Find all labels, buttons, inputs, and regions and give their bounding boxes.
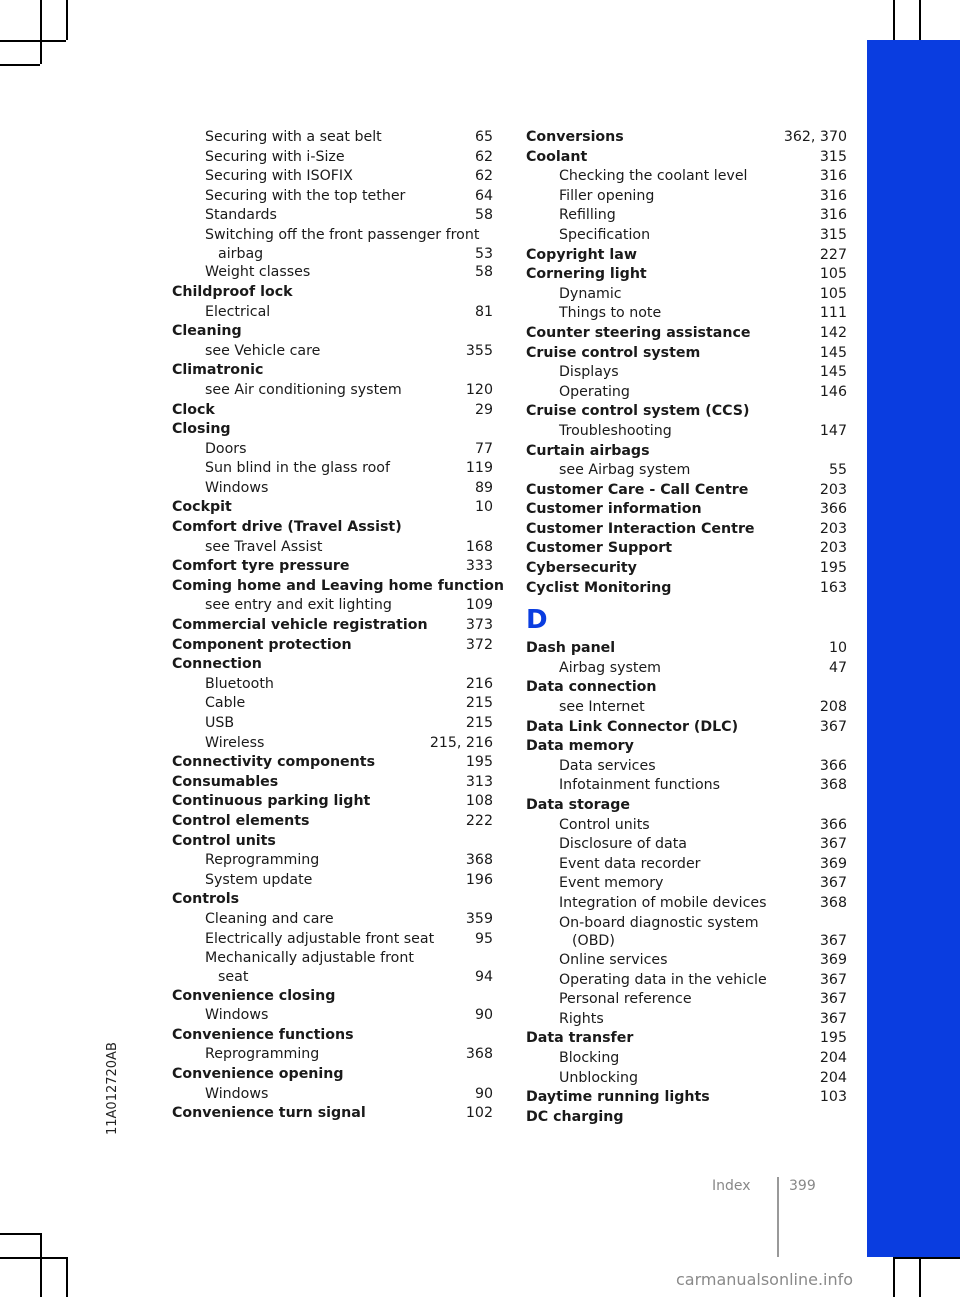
entry-page-ref[interactable]: 367 [819, 875, 847, 892]
index-subentry [172, 479, 493, 499]
entry-page-ref[interactable]: 367 [819, 991, 847, 1008]
index-subentry [526, 1049, 847, 1069]
index-entry [526, 678, 847, 698]
crop-mark [0, 40, 66, 42]
index-entry [172, 655, 493, 675]
entry-page-ref[interactable]: 105 [819, 285, 847, 302]
entry-page-ref[interactable]: 215, 216 [429, 734, 493, 751]
entry-page-ref[interactable]: 163 [819, 579, 847, 596]
entry-page-ref[interactable]: 208 [819, 699, 847, 716]
entry-term: Online services [559, 951, 668, 968]
entry-term: Comfort tyre pressure [172, 558, 350, 575]
entry-term: Control elements [172, 812, 310, 829]
index-entry [172, 498, 493, 518]
entry-term: Connection [172, 656, 262, 673]
entry-term: Customer Interaction Centre [526, 520, 755, 537]
entry-page-ref[interactable]: 368 [819, 894, 847, 911]
index-subentry [172, 1045, 493, 1065]
watermark: carmanualsonline.info [676, 1270, 854, 1289]
entry-page-ref[interactable]: 58 [474, 264, 493, 281]
crop-mark [66, 0, 68, 40]
index-subentry [172, 148, 493, 168]
entry-page-ref[interactable]: 94 [474, 968, 493, 985]
entry-term: Mechanically adjustable front [205, 950, 414, 967]
entry-term: DC charging [526, 1108, 624, 1125]
entry-page-ref[interactable]: 373 [465, 617, 493, 634]
index-subentry [172, 167, 493, 187]
index-subentry [526, 894, 847, 914]
index-subentry [172, 128, 493, 148]
crop-mark [40, 0, 42, 64]
entry-term: Clock [172, 401, 215, 418]
entry-term: Displays [559, 364, 619, 381]
entry-page-ref[interactable]: 195 [465, 754, 493, 771]
index-subentry [172, 675, 493, 695]
entry-page-ref[interactable]: 62 [474, 168, 493, 185]
entry-page-ref[interactable]: 368 [465, 852, 493, 869]
index-entry [172, 401, 493, 421]
entry-term: see Travel Assist [205, 538, 323, 555]
entry-page-ref[interactable]: 89 [474, 479, 493, 496]
index-subentry [526, 816, 847, 836]
footer-divider [777, 1177, 779, 1257]
index-subentry [526, 971, 847, 991]
entry-term: see entry and exit lighting [205, 597, 392, 614]
index-entry [172, 616, 493, 636]
entry-page-ref[interactable]: 355 [465, 342, 493, 359]
entry-term: Data Link Connector (DLC) [526, 718, 739, 735]
entry-term: Curtain airbags [526, 442, 650, 459]
entry-term: Component protection [172, 636, 352, 653]
index-entry [172, 792, 493, 812]
entry-term: Customer Care - Call Centre [526, 481, 749, 498]
entry-page-ref[interactable]: 316 [819, 187, 847, 204]
entry-term: Operating data in the vehicle [559, 971, 767, 988]
entry-page-ref[interactable]: 215 [465, 695, 493, 712]
index-entry [172, 636, 493, 656]
index-subentry [526, 187, 847, 207]
entry-term: see Air conditioning system [205, 381, 402, 398]
entry-term: Infotainment functions [559, 777, 721, 794]
entry-term: Windows [205, 479, 269, 496]
entry-term: Electrical [205, 303, 271, 320]
entry-page-ref[interactable]: 168 [465, 538, 493, 555]
index-subentry [172, 734, 493, 754]
entry-term: Convenience functions [172, 1026, 354, 1043]
index-subentry [526, 167, 847, 187]
entry-term: Refilling [559, 207, 616, 224]
index-subentry [172, 459, 493, 479]
entry-term: seat [218, 968, 249, 985]
entry-term: Coolant [526, 148, 588, 165]
entry-term: Closing [172, 421, 231, 438]
entry-term: see Airbag system [559, 462, 691, 479]
entry-term: Comfort drive (Travel Assist) [172, 519, 402, 536]
index-entry [172, 987, 493, 1007]
entry-page-ref[interactable]: 29 [474, 401, 493, 418]
index-subentry [172, 694, 493, 714]
index-entry [172, 283, 493, 303]
entry-page-ref[interactable]: 145 [819, 364, 847, 381]
entry-term: Control units [172, 832, 276, 849]
entry-term: USB [205, 715, 235, 732]
entry-term: Convenience closing [172, 987, 336, 1004]
index-entry [526, 442, 847, 462]
entry-page-ref[interactable]: 90 [474, 1007, 493, 1024]
entry-term: Unblocking [559, 1069, 638, 1086]
entry-term: Continuous parking light [172, 793, 371, 810]
entry-term: Windows [205, 1007, 269, 1024]
index-subentry [526, 363, 847, 383]
index-subentry [526, 422, 847, 442]
index-subentry [526, 933, 847, 951]
index-entry [526, 265, 847, 285]
index-entry [526, 1029, 847, 1049]
index-subentry [172, 1006, 493, 1026]
chapter-tab [867, 40, 960, 1257]
index-entry [172, 890, 493, 910]
entry-page-ref[interactable]: 203 [819, 520, 847, 537]
entry-page-ref[interactable]: 196 [465, 871, 493, 888]
crop-mark [66, 1257, 68, 1297]
index-entry [172, 322, 493, 342]
entry-page-ref[interactable]: 147 [819, 422, 847, 439]
entry-page-ref[interactable]: 366 [819, 816, 847, 833]
entry-page-ref[interactable]: 368 [465, 1046, 493, 1063]
index-subentry [526, 835, 847, 855]
entry-term: Securing with ISOFIX [205, 168, 353, 185]
entry-page-ref[interactable]: 195 [819, 560, 847, 577]
entry-term: Bluetooth [205, 675, 274, 692]
entry-term: Cruise control system [526, 344, 701, 361]
index-entry [172, 812, 493, 832]
crop-mark [893, 1257, 960, 1259]
entry-page-ref[interactable]: 10 [828, 640, 847, 657]
index-entry [172, 577, 504, 597]
entry-term: Event data recorder [559, 855, 701, 872]
entry-page-ref[interactable]: 109 [465, 597, 493, 614]
entry-page-ref[interactable]: 77 [474, 440, 493, 457]
crop-mark [0, 1257, 66, 1259]
entry-page-ref[interactable]: 65 [474, 129, 493, 145]
index-subentry [172, 969, 493, 987]
index-entry [172, 832, 493, 852]
entry-term: Conversions [526, 129, 624, 145]
index-subentry [526, 383, 847, 403]
entry-page-ref[interactable]: 227 [819, 246, 847, 263]
entry-term: Operating [559, 383, 630, 400]
entry-page-ref[interactable]: 359 [465, 910, 493, 927]
entry-term: Cockpit [172, 499, 232, 516]
entry-page-ref[interactable]: 47 [828, 659, 847, 676]
entry-term: Checking the coolant level [559, 168, 748, 185]
entry-term: Cable [205, 695, 246, 712]
index-entry [526, 148, 847, 168]
index-subentry [172, 596, 493, 616]
entry-term: Convenience turn signal [172, 1105, 366, 1122]
index-entry [172, 361, 493, 381]
index-subentry [526, 990, 847, 1010]
entry-page-ref[interactable]: 105 [819, 266, 847, 283]
entry-page-ref[interactable]: 103 [819, 1089, 847, 1106]
entry-page-ref[interactable]: 203 [819, 481, 847, 498]
entry-page-ref[interactable]: 315 [819, 226, 847, 243]
entry-term: On-board diagnostic system [559, 914, 759, 931]
entry-term: Commercial vehicle registration [172, 617, 428, 634]
document-code: 11A012720AB [105, 1042, 120, 1135]
entry-page-ref[interactable]: 108 [465, 793, 493, 810]
entry-page-ref[interactable]: 10 [474, 499, 493, 516]
entry-page-ref[interactable]: 315 [819, 148, 847, 165]
entry-page-ref[interactable]: 362, 370 [783, 129, 847, 145]
index-subentry [526, 285, 847, 305]
crop-mark [0, 64, 40, 66]
entry-term: airbag [218, 245, 264, 262]
index-subentry [172, 246, 493, 264]
entry-page-ref[interactable]: 95 [474, 930, 493, 947]
entry-page-ref[interactable]: 81 [474, 303, 493, 320]
entry-term: Cleaning [172, 323, 242, 340]
index-entry [526, 246, 847, 266]
entry-page-ref[interactable]: 222 [465, 812, 493, 829]
entry-page-ref[interactable]: 313 [465, 773, 493, 790]
index-subentry [172, 538, 493, 558]
crop-mark [919, 0, 921, 40]
entry-term: Cleaning and care [205, 910, 334, 927]
entry-term: Data storage [526, 797, 630, 813]
entry-term: Data memory [526, 738, 634, 755]
entry-page-ref[interactable]: 367 [819, 836, 847, 853]
entry-page-ref[interactable]: 58 [474, 207, 493, 224]
index-entry [526, 718, 847, 738]
index-subentry [172, 851, 493, 871]
entry-page-ref[interactable]: 215 [465, 715, 493, 732]
entry-page-ref[interactable]: 146 [819, 383, 847, 400]
entry-term: Coming home and Leaving home function [172, 577, 504, 594]
index-entry [526, 520, 847, 540]
entry-page-ref[interactable]: 64 [474, 187, 493, 204]
index-entry [526, 639, 847, 659]
index-subentry [526, 1010, 847, 1030]
entry-term: Cyclist Monitoring [526, 579, 672, 596]
entry-term: see Vehicle care [205, 342, 321, 359]
entry-page-ref[interactable]: 369 [819, 855, 847, 872]
index-entry [526, 579, 847, 599]
entry-term: Rights [559, 1010, 604, 1027]
index-subentry [172, 714, 493, 734]
index-column-left [172, 128, 504, 1124]
index-subentry [526, 206, 847, 226]
index-subentry [526, 659, 847, 679]
entry-page-ref[interactable]: 62 [474, 148, 493, 165]
index-column-right [526, 128, 847, 1127]
entry-term: Doors [205, 440, 247, 457]
entry-term: Control units [559, 816, 650, 833]
entry-term: Consumables [172, 773, 279, 790]
entry-page-ref[interactable]: 366 [819, 757, 847, 774]
index-subentry [172, 206, 493, 226]
index-entry [526, 1108, 847, 1128]
crop-mark [0, 1233, 40, 1235]
index-subentry [172, 440, 493, 460]
entry-term: Windows [205, 1085, 269, 1102]
entry-term: Airbag system [559, 659, 661, 676]
index-subentry [172, 342, 493, 362]
entry-term: Standards [205, 207, 277, 224]
entry-term: Electrically adjustable front seat [205, 930, 435, 947]
index-entry [526, 324, 847, 344]
entry-page-ref[interactable]: 102 [465, 1105, 493, 1122]
index-entry [172, 1065, 493, 1085]
entry-term: Copyright law [526, 246, 637, 263]
entry-term: Reprogramming [205, 852, 320, 869]
entry-term: Blocking [559, 1049, 620, 1066]
entry-page-ref[interactable]: 316 [819, 207, 847, 224]
entry-page-ref[interactable]: 53 [474, 245, 493, 262]
index-subentry [526, 951, 847, 971]
footer-section-label: Index [712, 1178, 751, 1194]
entry-term: Customer Support [526, 540, 672, 557]
entry-page-ref[interactable]: 372 [465, 636, 493, 653]
crop-mark [40, 1233, 42, 1297]
entry-term: Wireless [205, 734, 265, 751]
index-subentry [172, 303, 493, 323]
index-entry [526, 481, 847, 501]
entry-term: Connectivity components [172, 754, 376, 771]
entry-page-ref[interactable]: 203 [819, 540, 847, 557]
entry-term: Cybersecurity [526, 560, 637, 577]
entry-term: Personal reference [559, 991, 692, 1008]
entry-term: Securing with the top tether [205, 187, 406, 204]
entry-term: Things to note [559, 305, 662, 322]
entry-page-ref[interactable]: 120 [465, 381, 493, 398]
index-entry [526, 344, 847, 364]
entry-term: Troubleshooting [559, 422, 672, 439]
index-subentry [526, 855, 847, 875]
entry-term: Customer information [526, 501, 702, 518]
entry-term: Counter steering assistance [526, 324, 751, 341]
index-entry [172, 1104, 493, 1124]
entry-term: Securing with i-Size [205, 148, 345, 165]
entry-term: (OBD) [572, 933, 615, 950]
entry-term: Daytime running lights [526, 1089, 710, 1106]
entry-term: Integration of mobile devices [559, 894, 767, 911]
entry-term: Dash panel [526, 640, 616, 657]
entry-term: Sun blind in the glass roof [205, 460, 390, 477]
index-subentry [172, 1085, 493, 1105]
index-subentry [526, 461, 847, 481]
entry-term: Filler opening [559, 187, 655, 204]
index-subentry [172, 263, 493, 283]
entry-term: Childproof lock [172, 283, 293, 300]
index-entry [526, 128, 847, 148]
entry-page-ref[interactable]: 367 [819, 971, 847, 988]
index-subentry [526, 914, 847, 934]
entry-term: Disclosure of data [559, 836, 687, 853]
section-letter: D [526, 605, 548, 636]
index-entry [526, 500, 847, 520]
entry-page-ref[interactable]: 369 [819, 951, 847, 968]
index-subentry [526, 226, 847, 246]
index-entry [526, 737, 847, 757]
entry-term: Specification [559, 226, 651, 243]
entry-term: Data services [559, 757, 656, 774]
index-entry [172, 773, 493, 793]
entry-page-ref[interactable]: 216 [465, 675, 493, 692]
index-entry [172, 420, 493, 440]
entry-page-ref[interactable]: 204 [819, 1049, 847, 1066]
index-subentry [172, 381, 493, 401]
entry-page-ref[interactable]: 145 [819, 344, 847, 361]
entry-page-ref[interactable]: 366 [819, 501, 847, 518]
crop-mark [919, 1257, 921, 1297]
index-entry [172, 557, 493, 577]
index-subentry [526, 757, 847, 777]
entry-page-ref[interactable]: 119 [465, 460, 493, 477]
index-entry [526, 402, 847, 422]
index-subentry [172, 910, 493, 930]
index-entry [526, 1088, 847, 1108]
entry-term: Event memory [559, 875, 664, 892]
entry-page-ref[interactable]: 55 [828, 462, 847, 479]
entry-term: Cornering light [526, 266, 647, 283]
index-subentry [526, 304, 847, 324]
entry-page-ref[interactable]: 316 [819, 168, 847, 185]
index-subentry [172, 949, 493, 969]
page-number: 399 [789, 1178, 816, 1194]
index-entry [526, 539, 847, 559]
entry-term: Data connection [526, 679, 657, 696]
entry-page-ref[interactable]: 204 [819, 1069, 847, 1086]
index-entry [526, 559, 847, 579]
index-subentry [172, 930, 493, 950]
entry-term: Securing with a seat belt [205, 129, 382, 145]
entry-term: Convenience opening [172, 1065, 344, 1082]
entry-term: Controls [172, 891, 240, 908]
index-entry [172, 753, 493, 773]
index-entry [526, 796, 847, 816]
index-entry [172, 518, 493, 538]
index-subentry [526, 1069, 847, 1089]
entry-page-ref[interactable]: 111 [819, 305, 847, 322]
index-subentry [172, 226, 493, 246]
entry-page-ref[interactable]: 367 [819, 933, 847, 950]
index-entry [172, 1026, 493, 1046]
index-subentry [172, 187, 493, 207]
entry-term: Weight classes [205, 264, 311, 281]
index-subentry [526, 698, 847, 718]
index-subentry [526, 776, 847, 796]
entry-page-ref[interactable]: 367 [819, 1010, 847, 1027]
entry-term: see Internet [559, 699, 645, 716]
entry-page-ref[interactable]: 333 [465, 558, 493, 575]
entry-term: System update [205, 871, 313, 888]
entry-term: Climatronic [172, 362, 264, 379]
entry-page-ref[interactable]: 195 [819, 1030, 847, 1047]
entry-term: Cruise control system (CCS) [526, 403, 750, 420]
entry-term: Reprogramming [205, 1046, 320, 1063]
entry-page-ref[interactable]: 142 [819, 324, 847, 341]
entry-term: Dynamic [559, 285, 622, 302]
entry-page-ref[interactable]: 90 [474, 1085, 493, 1102]
index-subentry [172, 871, 493, 891]
entry-page-ref[interactable]: 368 [819, 777, 847, 794]
entry-term: Data transfer [526, 1030, 634, 1047]
entry-term: Switching off the front passenger front [205, 226, 480, 243]
entry-page-ref[interactable]: 367 [819, 718, 847, 735]
index-subentry [526, 874, 847, 894]
